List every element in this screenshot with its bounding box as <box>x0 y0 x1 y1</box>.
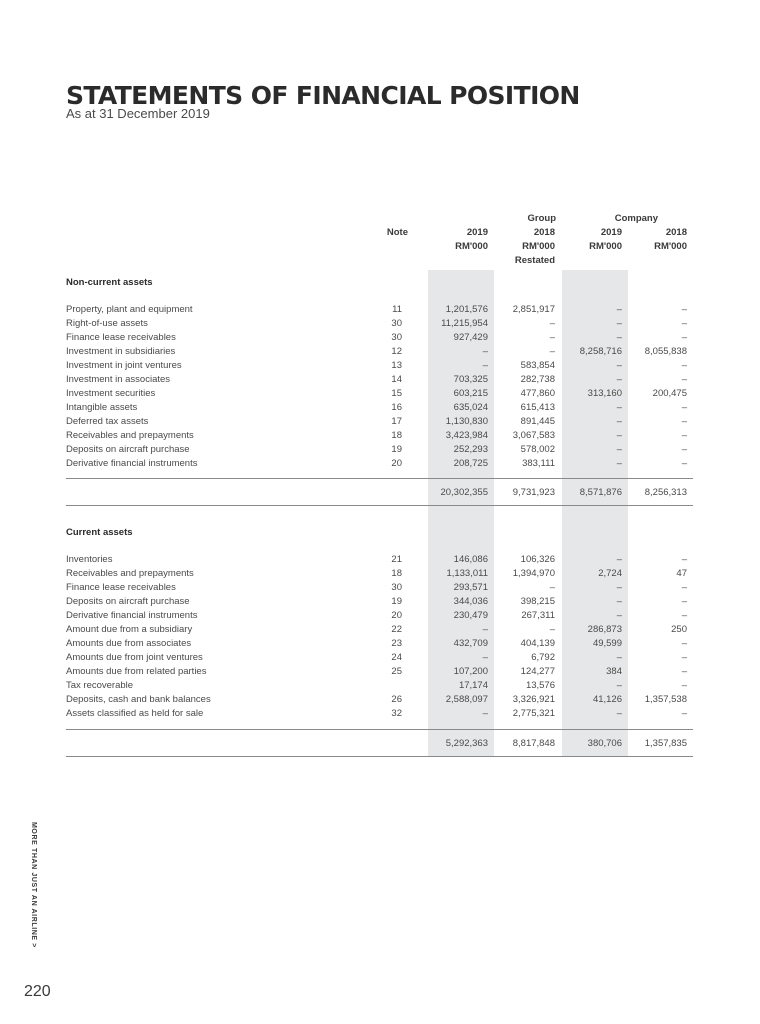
line-item-label: Deposits on aircraft purchase <box>66 596 190 607</box>
non-current-asset-row <box>0 443 760 457</box>
group-2018-value: 891,445 <box>520 416 555 427</box>
group-2018-year: 2018 <box>533 227 555 238</box>
current-asset-row <box>0 707 760 721</box>
non-current-asset-row <box>0 401 760 415</box>
company-2018-value: – <box>681 458 687 469</box>
group-2019-value: 603,215 <box>453 388 488 399</box>
current-asset-row <box>0 665 760 679</box>
current-asset-row <box>0 679 760 693</box>
company-2019-value: – <box>616 332 622 343</box>
company-2018-value: – <box>681 638 687 649</box>
company-2018-value: – <box>681 416 687 427</box>
company-2019-value: – <box>616 444 622 455</box>
line-item-label: Inventories <box>66 554 113 565</box>
line-item-label: Tax recoverable <box>66 680 134 691</box>
current-asset-row <box>0 595 760 609</box>
company-2019-value: – <box>616 374 622 385</box>
non-current-asset-row <box>0 303 760 317</box>
non-current-asset-row <box>0 457 760 471</box>
company-2019-value: – <box>616 360 622 371</box>
page-subtitle: As at 31 December 2019 <box>66 106 210 121</box>
group-2019-value: 146,086 <box>453 554 488 565</box>
group-2019-year: 2019 <box>466 227 488 238</box>
company-2019-unit: RM'000 <box>589 241 622 252</box>
company-2019-value: 41,126 <box>592 694 622 705</box>
line-item-label: Derivative financial instruments <box>66 458 198 469</box>
group-2018-value: 583,854 <box>520 360 555 371</box>
group-2019-value: 293,571 <box>453 582 488 593</box>
line-item-label: Investment in subsidiaries <box>66 346 176 357</box>
company-2018-value: – <box>681 582 687 593</box>
company-2018-value: – <box>681 360 687 371</box>
group-2018-value: 1,394,970 <box>512 568 555 579</box>
group-2018-value: – <box>549 346 555 357</box>
group-2018-value: 477,860 <box>520 388 555 399</box>
note-ref: 18 <box>391 430 402 441</box>
group-2019-value: 344,036 <box>453 596 488 607</box>
group-2019-value: 3,423,984 <box>445 430 488 441</box>
note-ref: 17 <box>391 416 402 427</box>
group-2019-value: 208,725 <box>453 458 488 469</box>
company-2019-value: 2,724 <box>598 568 622 579</box>
note-ref: 24 <box>391 652 402 663</box>
group-header: Group <box>527 213 556 224</box>
company-2019-value: – <box>616 402 622 413</box>
group-2019-value: – <box>482 652 488 663</box>
non-current-total-company-2019: 8,571,876 <box>579 487 622 498</box>
non-current-asset-row <box>0 387 760 401</box>
group-2018-value: 6,792 <box>531 652 555 663</box>
line-item-label: Amounts due from joint ventures <box>66 652 203 663</box>
company-2019-value: 313,160 <box>587 388 622 399</box>
line-item-label: Receivables and prepayments <box>66 430 194 441</box>
non-current-total-group-2018: 9,731,923 <box>512 487 555 498</box>
group-2018-value: 124,277 <box>520 666 555 677</box>
note-ref: 16 <box>391 402 402 413</box>
non-current-total-group-2019: 20,302,355 <box>440 487 488 498</box>
group-2019-value: – <box>482 346 488 357</box>
note-ref: 22 <box>391 624 402 635</box>
non-current-total-top-rule <box>66 478 693 479</box>
company-2018-year: 2018 <box>665 227 687 238</box>
non-current-asset-row <box>0 345 760 359</box>
note-ref: 23 <box>391 638 402 649</box>
group-2019-value: – <box>482 624 488 635</box>
group-2018-value: 3,326,921 <box>512 694 555 705</box>
company-2018-value: 1,357,538 <box>644 694 687 705</box>
non-current-assets-heading: Non-current assets <box>66 277 153 288</box>
company-2018-unit: RM'000 <box>654 241 687 252</box>
note-ref: 11 <box>392 304 402 315</box>
note-header: Note <box>386 227 408 238</box>
company-2018-value: – <box>681 304 687 315</box>
current-asset-row <box>0 553 760 567</box>
page-number: 220 <box>24 983 51 1000</box>
group-2019-value: 107,200 <box>453 666 488 677</box>
current-total-row <box>0 737 760 751</box>
company-2019-value: – <box>616 458 622 469</box>
company-header: Company <box>614 213 658 224</box>
group-2019-value: – <box>482 708 488 719</box>
non-current-asset-row <box>0 359 760 373</box>
line-item-label: Deposits, cash and bank balances <box>66 694 211 705</box>
line-item-label: Property, plant and equipment <box>66 304 193 315</box>
non-current-asset-row <box>0 331 760 345</box>
company-2019-value: – <box>616 652 622 663</box>
group-2018-value: 267,311 <box>521 610 555 621</box>
group-2019-value: 230,479 <box>453 610 488 621</box>
group-2018-value: – <box>549 318 555 329</box>
company-2018-value: – <box>681 680 687 691</box>
note-ref: 12 <box>391 346 402 357</box>
company-2019-value: 384 <box>606 666 622 677</box>
note-ref: 30 <box>391 332 402 343</box>
group-2019-value: 703,325 <box>453 374 488 385</box>
company-2018-value: – <box>681 708 687 719</box>
note-ref: 13 <box>391 360 402 371</box>
note-ref: 14 <box>391 374 402 385</box>
current-total-group-2019: 5,292,363 <box>445 738 488 749</box>
group-2019-value: – <box>482 360 488 371</box>
group-2019-value: 17,174 <box>458 680 488 691</box>
group-2018-value: 106,326 <box>520 554 555 565</box>
company-2018-value: 47 <box>676 568 687 579</box>
line-item-label: Derivative financial instruments <box>66 610 198 621</box>
company-2018-value: – <box>681 402 687 413</box>
line-item-label: Assets classified as held for sale <box>66 708 204 719</box>
group-2019-unit: RM'000 <box>455 241 488 252</box>
company-2018-value: – <box>681 444 687 455</box>
current-asset-row <box>0 651 760 665</box>
group-2018-value: 404,139 <box>520 638 555 649</box>
line-item-label: Intangible assets <box>66 402 138 413</box>
note-ref: 32 <box>391 708 402 719</box>
current-total-top-rule <box>66 729 693 730</box>
non-current-asset-row <box>0 415 760 429</box>
current-asset-row <box>0 637 760 651</box>
group-2019-value: 1,130,830 <box>445 416 488 427</box>
restated-label: Restated <box>514 255 555 266</box>
company-2019-value: – <box>616 610 622 621</box>
company-2019-year: 2019 <box>600 227 622 238</box>
current-total-company-2018: 1,357,835 <box>644 738 687 749</box>
company-2018-value: – <box>681 610 687 621</box>
line-item-label: Receivables and prepayments <box>66 568 194 579</box>
company-2018-value: – <box>681 652 687 663</box>
line-item-label: Investment in joint ventures <box>66 360 182 371</box>
note-ref: 30 <box>391 582 402 593</box>
company-2019-value: – <box>616 304 622 315</box>
page-title: STATEMENTS OF FINANCIAL POSITION <box>66 81 580 110</box>
non-current-total-company-2018: 8,256,313 <box>644 487 687 498</box>
company-2019-value: 49,599 <box>592 638 622 649</box>
line-item-label: Investment securities <box>66 388 156 399</box>
company-2019-value: 8,258,716 <box>579 346 622 357</box>
company-2019-value: – <box>616 430 622 441</box>
non-current-asset-row <box>0 429 760 443</box>
company-2018-value: – <box>681 554 687 565</box>
note-ref: 19 <box>391 596 402 607</box>
company-2019-value: – <box>616 318 622 329</box>
note-ref: 19 <box>391 444 402 455</box>
group-2019-value: 1,133,011 <box>446 568 488 579</box>
line-item-label: Amounts due from related parties <box>66 666 207 677</box>
company-2018-value: – <box>681 430 687 441</box>
line-item-label: Amounts due from associates <box>66 638 192 649</box>
note-ref: 20 <box>391 458 402 469</box>
group-2018-unit: RM'000 <box>522 241 555 252</box>
company-2019-value: – <box>616 582 622 593</box>
company-2019-value: – <box>616 596 622 607</box>
note-ref: 26 <box>391 694 402 705</box>
non-current-total-bottom-rule <box>66 505 693 506</box>
group-2018-value: 398,215 <box>520 596 555 607</box>
line-item-label: Finance lease receivables <box>66 332 176 343</box>
current-asset-row <box>0 609 760 623</box>
company-2019-value: – <box>616 708 622 719</box>
company-2018-value: – <box>681 332 687 343</box>
group-2019-value: 11,215,954 <box>441 318 488 329</box>
non-current-asset-row <box>0 373 760 387</box>
non-current-total-row <box>0 486 760 500</box>
company-2019-value: 286,873 <box>587 624 622 635</box>
note-ref: 20 <box>391 610 402 621</box>
group-2019-value: 635,024 <box>453 402 488 413</box>
group-2019-value: 252,293 <box>453 444 488 455</box>
current-asset-row <box>0 567 760 581</box>
running-side-title: MORE THAN JUST AN AIRLINE > <box>30 822 37 948</box>
group-2019-value: 2,588,097 <box>445 694 488 705</box>
company-2018-value: – <box>681 374 687 385</box>
company-2019-value: – <box>616 416 622 427</box>
group-2019-value: 432,709 <box>453 638 488 649</box>
line-item-label: Amount due from a subsidiary <box>66 624 193 635</box>
line-item-label: Deposits on aircraft purchase <box>66 444 190 455</box>
current-assets-heading: Current assets <box>66 527 133 538</box>
group-2018-value: – <box>549 582 555 593</box>
group-2018-value: 2,775,321 <box>512 708 555 719</box>
company-2018-value: – <box>681 318 687 329</box>
group-2018-value: 383,111 <box>522 458 555 469</box>
current-asset-row <box>0 693 760 707</box>
current-total-bottom-rule <box>66 756 693 757</box>
group-2018-value: – <box>549 332 555 343</box>
note-ref: 25 <box>391 666 402 677</box>
note-ref: 30 <box>391 318 402 329</box>
current-total-company-2019: 380,706 <box>587 738 622 749</box>
line-item-label: Finance lease receivables <box>66 582 176 593</box>
group-2018-value: 615,413 <box>520 402 555 413</box>
line-item-label: Right-of-use assets <box>66 318 148 329</box>
company-2018-value: 200,475 <box>652 388 687 399</box>
company-2018-value: – <box>681 666 687 677</box>
current-total-group-2018: 8,817,848 <box>512 738 555 749</box>
company-2018-value: 8,055,838 <box>644 346 687 357</box>
line-item-label: Investment in associates <box>66 374 171 385</box>
company-2018-value: – <box>681 596 687 607</box>
line-item-label: Deferred tax assets <box>66 416 149 427</box>
note-ref: 15 <box>391 388 402 399</box>
group-2019-value: 927,429 <box>453 332 488 343</box>
group-2018-value: – <box>549 624 555 635</box>
company-2019-value: – <box>616 680 622 691</box>
group-2018-value: 3,067,583 <box>512 430 555 441</box>
note-ref: 21 <box>391 554 402 565</box>
group-2018-value: 2,851,917 <box>512 304 555 315</box>
current-asset-row <box>0 623 760 637</box>
company-2019-value: – <box>616 554 622 565</box>
current-asset-row <box>0 581 760 595</box>
note-ref: 18 <box>391 568 402 579</box>
group-2018-value: 13,576 <box>525 680 555 691</box>
group-2018-value: 282,738 <box>520 374 555 385</box>
group-2019-value: 1,201,576 <box>445 304 488 315</box>
non-current-asset-row <box>0 317 760 331</box>
group-2018-value: 578,002 <box>520 444 555 455</box>
company-2018-value: 250 <box>671 624 687 635</box>
